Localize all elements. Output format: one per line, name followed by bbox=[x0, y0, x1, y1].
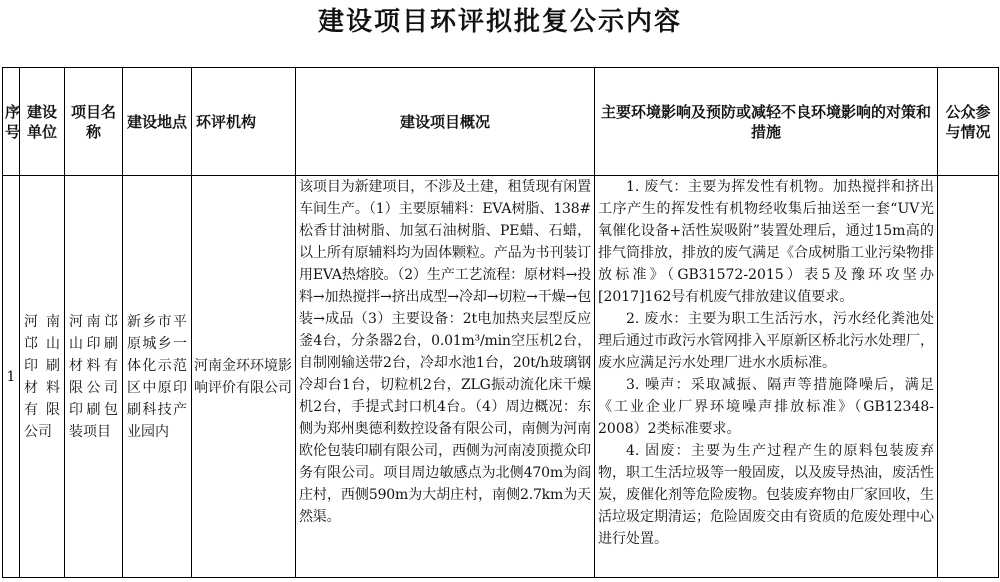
cell-project: 河南邙山印刷材料有限公司印刷包装项目 bbox=[65, 176, 123, 578]
cell-unit: 河南邙山印刷材料有限公司 bbox=[20, 176, 65, 578]
header-public: 公众参与情况 bbox=[938, 68, 999, 176]
cell-location: 新乡市平原城乡一体化示范区中原印刷科技产业园内 bbox=[123, 176, 192, 578]
header-project: 项目名称 bbox=[65, 68, 123, 176]
page-title: 建设项目环评拟批复公示内容 bbox=[317, 7, 682, 37]
header-seq: 序号 bbox=[3, 68, 20, 176]
cell-public bbox=[938, 176, 999, 578]
header-unit: 建设单位 bbox=[20, 68, 65, 176]
cell-seq: 1 bbox=[3, 176, 20, 578]
measure-item: 1. 废气：主要为挥发性有机物。加热搅拌和挤出工序产生的挥发性有机物经收集后抽送至一套“UV光氧催化设备+活性炭吸附”装置处理后，通过15m高的排气筒排放，排放的废气满足《合成树脂工业污染物排放标准》（GB31572-2015）表5及豫环攻坚办[2017]162号有机废气排放建议值要求。 bbox=[598, 179, 934, 305]
cell-measures bbox=[595, 176, 938, 578]
disclosure-table bbox=[2, 67, 999, 578]
header-measures: 主要环境影响及预防或减轻不良环境影响的对策和措施 bbox=[595, 68, 938, 176]
cell-agency: 河南金环环境影响评价有限公司 bbox=[192, 176, 296, 578]
header-agency: 环评机构 bbox=[192, 68, 296, 176]
header-location: 建设地点 bbox=[123, 68, 192, 176]
measure-item: 2. 废水：主要为职工生活污水，污水经化粪池处理后通过市政污水管网排入平原新区桥北污水处理厂，废水应满足污水处理厂进水水质标准。 bbox=[598, 311, 934, 371]
measure-item: 3. 噪声：采取减振、隔声等措施降噪后，满足《工业企业厂界环境噪声排放标准》（GB12348-2008）2类标准要求。 bbox=[598, 377, 934, 437]
table-row bbox=[3, 176, 999, 578]
measure-item: 4. 固废：主要为生产过程产生的原料包装废弃物，职工生活垃圾等一般固废，以及废导热油，废活性炭，废催化剂等危险废物。包装废弃物由厂家回收，生活垃圾定期清运；危险固废交由有资质的危废处理中心进行处置。 bbox=[598, 443, 934, 547]
header-overview: 建设项目概况 bbox=[296, 68, 595, 176]
table-header-row bbox=[3, 68, 999, 176]
cell-overview: 该项目为新建项目，不涉及土建，租赁现有闲置车间生产。（1）主要原辅料：EVA树脂、138#松香甘油树脂、加氢石油树脂、PE蜡、石蜡，以上所有原辅料均为固体颗粒。产品为书刊装订用EVA热熔胶。（2）生产工艺流程：原材料→投料→加热搅拌→挤出成型→冷却→切粒→干燥→包装→成品（3）主要设备：2t电加热夹层型反应釜4台，分条器2台，0.01m³/min空压机2台，自制刚输送带2台，冷却水池1台，20t/h玻璃钢冷却台1台，切粒机2台，ZLG振动流化床干燥机2台，手提式封口机4台。（4）周边概况：东侧为郑州奥德利数控设备有限公司，南侧为河南欧伦包装印刷有限公司，西侧为河南凌顶揽众印务有限公司。项目周边敏感点为北侧470m为阎庄村，西侧590m为大胡庄村，南侧2.7km为天然渠。 bbox=[296, 176, 595, 578]
